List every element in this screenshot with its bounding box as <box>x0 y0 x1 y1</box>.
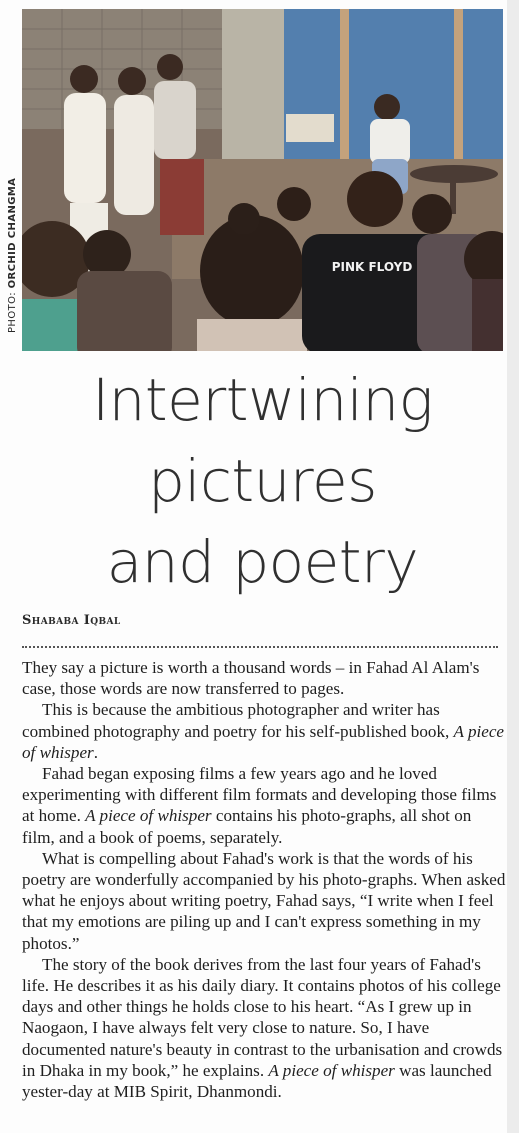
paragraph: Fahad began exposing films a few years ago and he loved experimenting with different film formats and developing those films at home. A piece of whisper contains his photo-graphs, all shot on film, and a book of poems, separately. <box>22 764 497 847</box>
tshirt-print: PINK FLOYD <box>331 260 413 274</box>
author-byline: Shababa Iqbal <box>22 613 121 628</box>
book-title: A piece of whisper <box>85 806 212 826</box>
photo-credit: PHOTO: ORCHID CHANGMA <box>7 177 18 333</box>
paragraph: This is because the ambitious photographer and writer has combined photography and poetry for his self-published book, A piece of whisper. <box>22 700 505 762</box>
headline-line-2: pictures <box>148 447 377 515</box>
book-title: A piece of whisper <box>22 721 505 762</box>
page-edge <box>507 0 519 1133</box>
dotted-divider <box>22 646 498 648</box>
book-title: A piece of whisper <box>268 1060 395 1080</box>
headline-line-3: and poetry <box>106 528 419 596</box>
paragraph: The story of the book derives from the last four years of Fahad's life. He describes it as his daily diary. It contains photos of his college days and other things he holds close to his heart. “As I grew up in Naogaon, I have always felt very close to nature. So, I have documented nature's beauty in contrast to the urbanisation and crowds in Dhaka in my book,” he explains. A piece of whisper was launched yester-day at MIB Spirit, Dhanmondi. <box>22 954 503 1102</box>
article-body <box>22 657 506 1102</box>
paragraph: What is compelling about Fahad's work is that the words of his poetry are wonderfully accompanied by his photo-graphs. When asked what he enjoys about writing poetry, Fahad says, “I write when I feel that my emotions are piling up and I can't express something in my photos.” <box>22 848 506 953</box>
paragraph: They say a picture is worth a thousand words – in Fahad Al Alam's case, those words are now transferred to pages. <box>22 658 480 699</box>
headline <box>22 360 503 603</box>
photographer-name: ORCHID CHANGMA <box>7 177 18 289</box>
article-photo <box>22 9 503 351</box>
headline-line-1: Intertwining <box>92 366 433 434</box>
